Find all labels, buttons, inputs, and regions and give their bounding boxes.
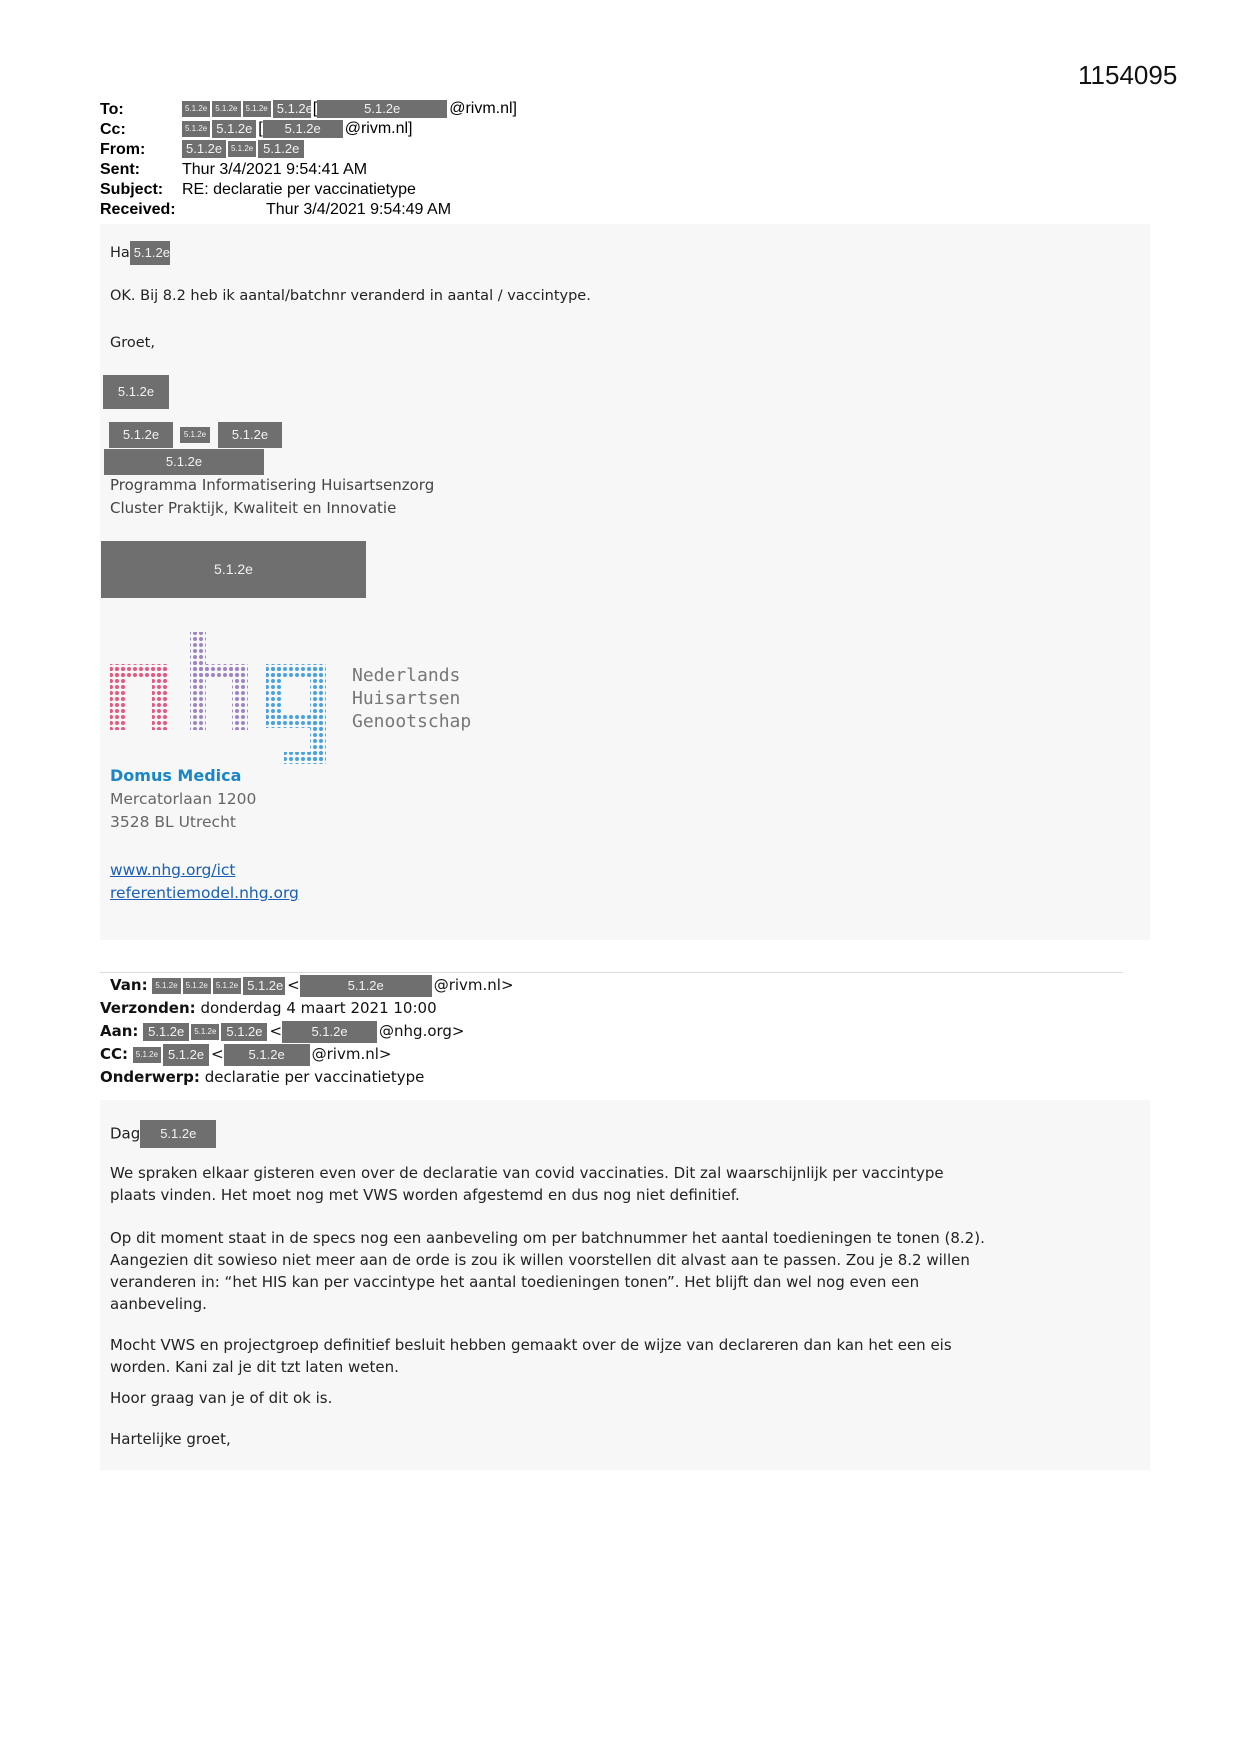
verzonden-value: donderdag 4 maart 2021 10:00 — [200, 999, 437, 1017]
sent-value: Thur 3/4/2021 9:54:41 AM — [182, 161, 368, 178]
paragraph-line: plaats vinden. Het moet nog met VWS worden afgestemd en dus nog niet definitief. — [110, 1186, 740, 1204]
logo-name-line-3: Genootschap — [352, 711, 472, 732]
link-referentiemodel[interactable]: referentiemodel.nhg.org — [110, 884, 299, 902]
paragraph-line: Op dit moment staat in de specs nog een aanbeveling om per batchnummer het aantal toedieningen te tonen (8.2). — [110, 1229, 985, 1247]
redaction: 5.1.2e — [221, 1023, 267, 1041]
redaction: 5.1.2e — [109, 422, 173, 448]
redaction: 5.1.2e — [243, 101, 271, 117]
redaction: 5.1.2e — [183, 978, 211, 994]
redaction: 5.1.2e — [218, 422, 282, 448]
to-domain: @rivm.nl] — [449, 100, 517, 117]
aan-row: Aan: 5.1.2e 5.1.2e 5.1.2e < 5.1.2e @nhg.org> — [100, 1020, 465, 1043]
to-value: 5.1.2e 5.1.2e 5.1.2e 5.1.2e[ 5.1.2e @rivm.nl] — [182, 99, 517, 119]
redaction: 5.1.2e — [163, 1044, 209, 1066]
original-closing: Hartelijke groet, — [110, 1430, 231, 1448]
redaction: 5.1.2e — [182, 140, 226, 158]
banner-redaction: 5.1.2e — [101, 541, 366, 598]
redaction: 5.1.2e — [152, 978, 180, 994]
redaction: 5.1.2e — [263, 120, 343, 138]
redaction: 5.1.2e — [258, 140, 304, 158]
cc-label: Cc: — [100, 121, 126, 138]
received-label: Received: — [100, 201, 176, 218]
redaction: 5.1.2e — [213, 978, 241, 994]
redaction: 5.1.2e — [180, 427, 210, 443]
redaction: 5.1.2e — [104, 449, 264, 475]
redaction: 5.1.2e — [273, 100, 311, 118]
cc-domain: @rivm.nl] — [344, 120, 413, 137]
signature-name-redaction: 5.1.2e — [103, 375, 169, 409]
redaction: 5.1.2e — [300, 975, 432, 997]
paragraph-2 — [110, 1227, 1140, 1315]
reply-line: OK. Bij 8.2 heb ik aantal/batchnr veranderd in aantal / vaccintype. — [110, 288, 591, 304]
van-row: Van: 5.1.2e 5.1.2e 5.1.2e 5.1.2e < 5.1.2e @rivm.nl> — [110, 974, 514, 997]
redaction: 5.1.2e — [224, 1044, 310, 1066]
nhg-logo-icon — [108, 630, 368, 770]
redaction: 5.1.2e — [191, 1024, 219, 1040]
divider — [100, 972, 1123, 973]
sent-label: Sent: — [100, 161, 140, 178]
redaction: 5.1.2e — [133, 1047, 161, 1063]
from-label: From: — [100, 141, 146, 158]
cc-value: 5.1.2e 5.1.2e [ 5.1.2e @rivm.nl] — [182, 119, 413, 139]
address-city: 3528 BL Utrecht — [110, 813, 236, 831]
address-org: Domus Medica — [110, 766, 242, 785]
org-line-1: Programma Informatisering Huisartsenzorg — [110, 476, 435, 494]
van-domain: @rivm.nl> — [433, 976, 514, 994]
paragraph-line: We spraken elkaar gisteren even over de declaratie van covid vaccinaties. Dit zal waarschijnlijk per vaccintype — [110, 1164, 944, 1182]
paragraph-line: Mocht VWS en projectgroep definitief besluit hebben gemaakt over de wijze van declareren dan kan het een eis — [110, 1336, 952, 1354]
verzonden-row: Verzonden: donderdag 4 maart 2021 10:00 — [100, 999, 437, 1017]
logo-name-line-1: Nederlands — [352, 665, 461, 686]
received-value: Thur 3/4/2021 9:54:49 AM — [266, 201, 452, 218]
onderwerp-value: declaratie per vaccinatietype — [204, 1068, 425, 1086]
redaction: 5.1.2e — [140, 1120, 216, 1148]
original-greeting: Dag 5.1.2e — [110, 1120, 218, 1148]
aan-domain: @nhg.org> — [379, 1022, 465, 1040]
redaction: 5.1.2e — [130, 241, 170, 265]
paragraph-line: worden. Kani zal je dit tzt laten weten. — [110, 1358, 399, 1376]
redaction: 5.1.2e — [243, 977, 285, 995]
paragraph-line: aanbeveling. — [110, 1295, 207, 1313]
from-value — [182, 139, 306, 159]
subject-label: Subject: — [100, 181, 164, 198]
redaction: 5.1.2e — [228, 141, 256, 157]
paragraph-4: Hoor graag van je of dit ok is. — [110, 1389, 333, 1407]
to-label: To: — [100, 101, 124, 118]
paragraph-3 — [110, 1334, 1140, 1378]
redaction: 5.1.2e — [212, 101, 240, 117]
reply-closing: Groet, — [110, 335, 155, 351]
nhg-logo-name — [352, 664, 471, 733]
paragraph-line: Aangezien dit sowieso niet meer aan de orde is zou ik willen voorstellen dit alvast aan te passen. Zou je 8.2 willen — [110, 1251, 970, 1269]
redaction: 5.1.2e — [212, 120, 256, 138]
onderwerp-row: Onderwerp: declaratie per vaccinatietype — [100, 1068, 425, 1086]
org-line-2: Cluster Praktijk, Kwaliteit en Innovatie — [110, 499, 397, 517]
subject-value: RE: declaratie per vaccinatietype — [182, 181, 416, 198]
logo-name-line-2: Huisartsen — [352, 688, 461, 709]
redaction: 5.1.2e — [182, 101, 210, 117]
address-street: Mercatorlaan 1200 — [110, 790, 257, 808]
redaction: 5.1.2e — [182, 121, 210, 137]
reply-greeting: Ha 5.1.2e — [110, 241, 172, 265]
redaction: 5.1.2e — [282, 1021, 377, 1043]
redaction: 5.1.2e — [143, 1023, 189, 1041]
paragraph-line: veranderen in: “het HIS kan per vaccintype het aantal toedieningen tonen”. Het blijft dan wel nog even een — [110, 1273, 920, 1291]
paragraph-1 — [110, 1162, 1140, 1206]
cc-domain: @rivm.nl> — [311, 1045, 392, 1063]
link-nhg-ict[interactable]: www.nhg.org/ict — [110, 861, 236, 879]
document-id: 1154095 — [1078, 60, 1178, 90]
cc-row: CC: 5.1.2e 5.1.2e < 5.1.2e @rivm.nl> — [100, 1043, 391, 1066]
redaction: 5.1.2e — [317, 100, 447, 118]
